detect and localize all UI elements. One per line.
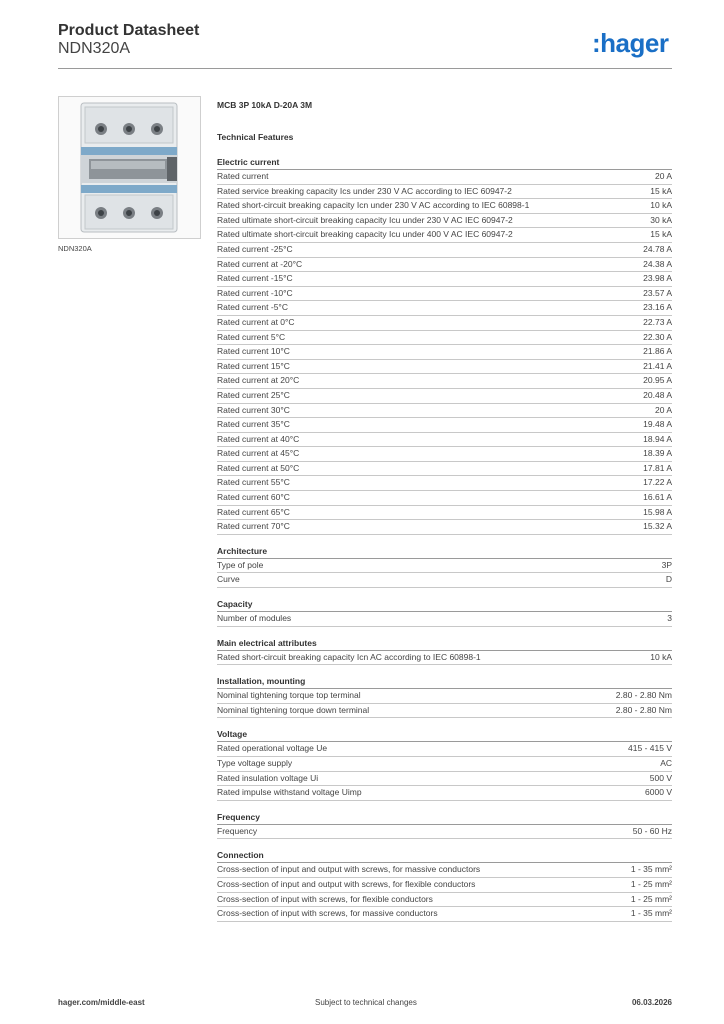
spec-value: 24.78 A <box>643 243 672 254</box>
spec-row <box>217 301 672 316</box>
spec-value: 23.57 A <box>643 287 672 298</box>
spec-row <box>217 228 672 243</box>
spec-value: 20 A <box>654 171 672 181</box>
header-divider <box>58 68 672 69</box>
spec-row <box>217 389 672 404</box>
spec-value: 2.80 - 2.80 Nm <box>615 704 672 715</box>
spec-label: Rated operational voltage Ue <box>217 743 328 754</box>
spec-value: 18.39 A <box>643 448 672 459</box>
section <box>217 811 672 840</box>
spec-label: Cross-section of input and output with screws, for flexible conductors <box>217 878 476 889</box>
spec-value: 16.61 A <box>643 492 672 503</box>
image-caption: NDN320A <box>58 244 92 253</box>
spec-value: 1 - 25 mm² <box>630 893 672 904</box>
spec-label: Rated current 30°C <box>217 404 290 415</box>
footer-disclaimer: Subject to technical changes <box>315 998 417 1007</box>
spec-value: 22.73 A <box>643 316 672 327</box>
spec-label: Rated current at 20°C <box>217 375 300 386</box>
spec-label: Rated current -25°C <box>217 243 293 254</box>
spec-row <box>217 757 672 772</box>
spec-label: Type of pole <box>217 559 264 570</box>
spec-label: Rated current at 0°C <box>217 316 295 327</box>
spec-row <box>217 573 672 588</box>
spec-label: Rated current <box>217 171 269 181</box>
spec-row <box>217 214 672 229</box>
technical-content <box>217 98 672 922</box>
section <box>217 728 672 800</box>
spec-label: Type voltage supply <box>217 758 293 768</box>
section <box>217 156 672 535</box>
footer-website[interactable]: hager.com/middle-east <box>58 998 145 1007</box>
section-title: Main electrical attributes <box>217 637 672 651</box>
spec-row <box>217 272 672 287</box>
spec-value: 17.81 A <box>643 462 672 473</box>
spec-value: 24.38 A <box>643 258 672 269</box>
spec-value: 10 kA <box>650 651 672 662</box>
spec-row <box>217 199 672 214</box>
spec-value: 15 kA <box>650 185 672 196</box>
feature-sections <box>217 156 672 922</box>
circuit-breaker-illustration <box>59 97 200 238</box>
spec-row <box>217 612 672 627</box>
spec-row <box>217 243 672 258</box>
spec-value: 17.22 A <box>643 477 672 488</box>
spec-value: 1 - 35 mm² <box>630 864 672 875</box>
spec-label: Curve <box>217 574 240 585</box>
spec-row <box>217 825 672 840</box>
spec-row <box>217 704 672 719</box>
spec-value: 23.16 A <box>643 302 672 313</box>
spec-label: Frequency <box>217 825 258 836</box>
spec-row <box>217 316 672 331</box>
spec-label: Rated current at 50°C <box>217 462 300 473</box>
spec-row <box>217 462 672 477</box>
spec-value: 20 A <box>654 404 672 415</box>
spec-value: D <box>665 574 672 585</box>
spec-row <box>217 476 672 491</box>
spec-value: 15.98 A <box>643 506 672 517</box>
footer-date: 06.03.2026 <box>631 998 672 1007</box>
spec-row <box>217 447 672 462</box>
spec-label: Rated impulse withstand voltage Uimp <box>217 787 362 798</box>
spec-label: Rated current at 45°C <box>217 448 300 459</box>
spec-row <box>217 907 672 922</box>
spec-label: Cross-section of input with screws, for massive conductors <box>217 908 438 919</box>
spec-value: 20.48 A <box>643 389 672 400</box>
spec-value: 3 <box>667 613 672 624</box>
spec-label: Rated current -10°C <box>217 287 293 298</box>
spec-value: 19.48 A <box>643 419 672 430</box>
spec-row <box>217 520 672 535</box>
spec-value: 1 - 35 mm² <box>630 908 672 919</box>
spec-label: Rated current at 40°C <box>217 433 300 444</box>
product-image <box>58 96 201 239</box>
spec-label: Rated current 65°C <box>217 506 290 517</box>
spec-value: 2.80 - 2.80 Nm <box>615 690 672 701</box>
section-title: Frequency <box>217 811 672 825</box>
section <box>217 637 672 666</box>
spec-label: Rated service breaking capacity Ics under 230 V AC according to IEC 60947-2 <box>217 185 512 196</box>
spec-row <box>217 878 672 893</box>
document-header <box>58 22 199 58</box>
section-title: Electric current <box>217 156 672 170</box>
spec-row <box>217 742 672 757</box>
spec-value: 21.86 A <box>643 346 672 357</box>
spec-label: Rated current 35°C <box>217 419 290 430</box>
spec-value: 23.98 A <box>643 273 672 284</box>
technical-features-title: Technical Features <box>217 132 294 142</box>
section <box>217 598 672 627</box>
spec-row <box>217 170 672 185</box>
spec-label: Rated current 5°C <box>217 331 286 342</box>
spec-label: Rated current 10°C <box>217 346 290 357</box>
spec-row <box>217 651 672 666</box>
spec-label: Rated insulation voltage Ui <box>217 772 319 783</box>
spec-label: Rated current 55°C <box>217 477 290 488</box>
spec-value: 18.94 A <box>643 433 672 444</box>
spec-row <box>217 258 672 273</box>
spec-label: Rated ultimate short-circuit breaking capacity Icu under 230 V AC IEC 60947-2 <box>217 214 513 225</box>
spec-row <box>217 893 672 908</box>
product-name: MCB 3P 10kA D-20A 3M <box>217 100 313 110</box>
spec-label: Rated current at -20°C <box>217 258 303 269</box>
spec-row <box>217 331 672 346</box>
product-code: NDN320A <box>58 40 131 57</box>
spec-value: 3P <box>661 559 672 570</box>
spec-label: Number of modules <box>217 613 292 624</box>
spec-value: 415 - 415 V <box>628 743 672 754</box>
spec-value: 15 kA <box>650 229 672 240</box>
spec-label: Rated current 25°C <box>217 389 290 400</box>
section <box>217 545 672 588</box>
spec-row <box>217 418 672 433</box>
spec-row <box>217 772 672 787</box>
spec-row <box>217 491 672 506</box>
spec-label: Rated ultimate short-circuit breaking capacity Icu under 400 V AC IEC 60947-2 <box>217 229 513 240</box>
spec-row <box>217 374 672 389</box>
spec-label: Cross-section of input and output with screws, for massive conductors <box>217 864 481 875</box>
section <box>217 849 672 921</box>
spec-label: Rated current 60°C <box>217 492 290 503</box>
hager-logo: :hager <box>592 28 669 58</box>
spec-value: 20.95 A <box>643 375 672 386</box>
spec-row <box>217 863 672 878</box>
spec-row <box>217 506 672 521</box>
spec-row <box>217 559 672 574</box>
spec-value: 500 V <box>649 772 672 783</box>
spec-label: Rated current -5°C <box>217 302 288 313</box>
section-title: Capacity <box>217 598 672 612</box>
spec-value: 1 - 25 mm² <box>630 878 672 889</box>
section-title: Architecture <box>217 545 672 559</box>
spec-row <box>217 404 672 419</box>
spec-label: Rated short-circuit breaking capacity Icn AC according to IEC 60898-1 <box>217 651 481 662</box>
spec-label: Cross-section of input with screws, for flexible conductors <box>217 893 433 904</box>
spec-value: 10 kA <box>650 200 672 211</box>
section-title: Voltage <box>217 728 672 742</box>
spec-label: Rated current -15°C <box>217 273 293 284</box>
spec-row <box>217 689 672 704</box>
section <box>217 675 672 718</box>
spec-value: 15.32 A <box>643 521 672 532</box>
spec-label: Rated short-circuit breaking capacity Icn under 230 V AC according to IEC 60898-1 <box>217 200 530 211</box>
spec-label: Rated current 15°C <box>217 360 290 371</box>
spec-value: 22.30 A <box>643 331 672 342</box>
spec-label: Rated current 70°C <box>217 521 290 532</box>
spec-row <box>217 345 672 360</box>
spec-label: Nominal tightening torque down terminal <box>217 704 370 715</box>
document-title: Product Datasheet <box>58 22 200 39</box>
spec-row <box>217 786 672 801</box>
spec-value: 50 - 60 Hz <box>632 825 672 836</box>
section-title: Connection <box>217 849 672 863</box>
spec-value: 21.41 A <box>643 360 672 371</box>
spec-value: 30 kA <box>650 214 672 225</box>
spec-value: 6000 V <box>645 787 672 798</box>
spec-value: AC <box>660 758 672 768</box>
spec-label: Nominal tightening torque top terminal <box>217 690 361 701</box>
spec-row <box>217 433 672 448</box>
section-title: Installation, mounting <box>217 675 672 689</box>
spec-row <box>217 360 672 375</box>
spec-row <box>217 287 672 302</box>
spec-row <box>217 185 672 200</box>
